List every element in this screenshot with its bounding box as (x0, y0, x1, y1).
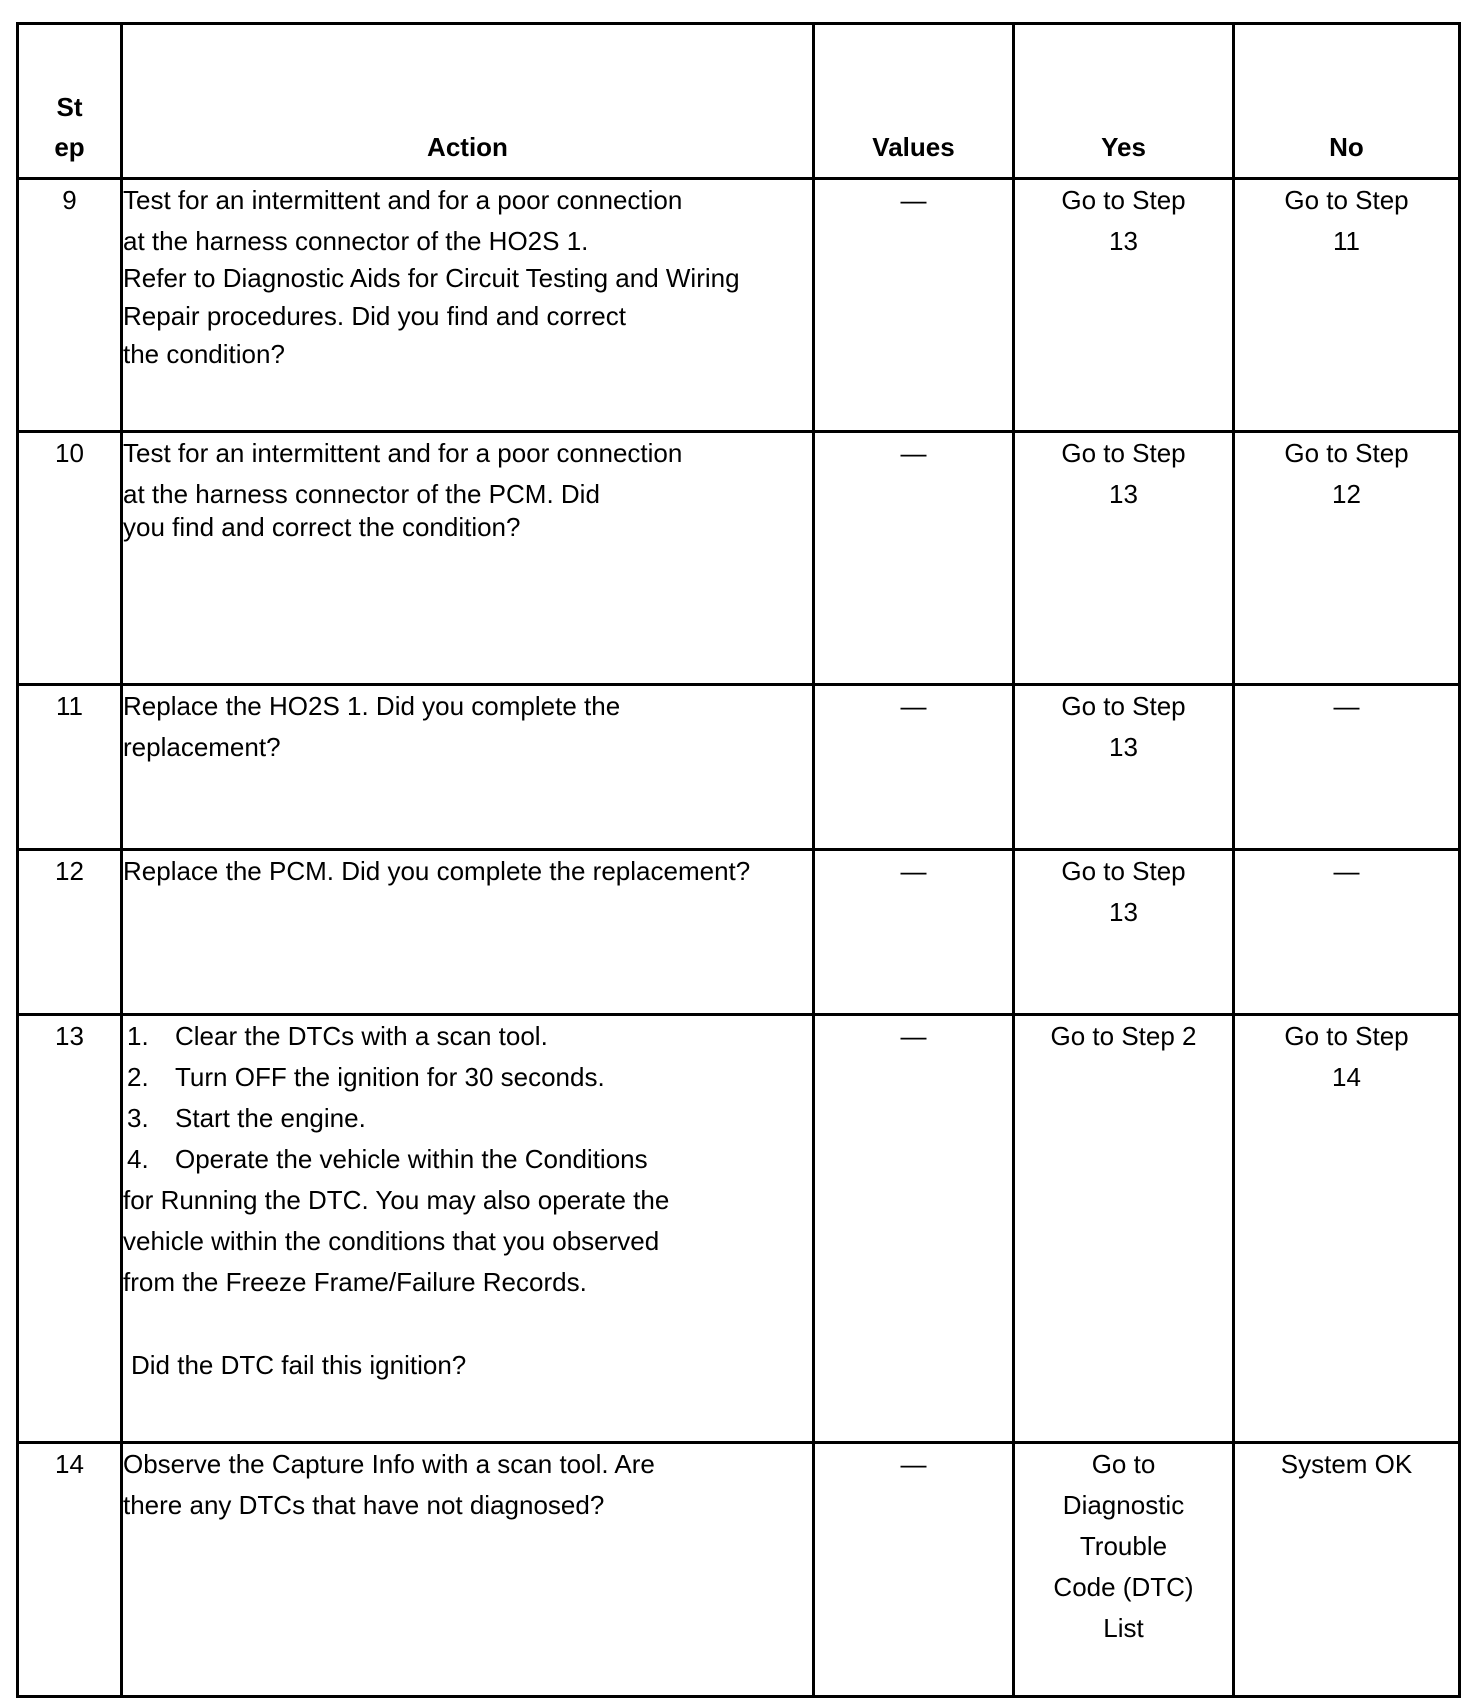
action-line: Repair procedures. Did you find and correct (123, 301, 626, 331)
list-number: 1. (127, 1021, 149, 1051)
action-line: replacement? (123, 732, 281, 762)
step-number: 14 (18, 1443, 122, 1697)
action-cell (122, 432, 814, 685)
action-line: Test for an intermittent and for a poor connection (123, 438, 683, 468)
header-step (18, 24, 122, 179)
yes-cell (1014, 1015, 1234, 1443)
list-text: Start the engine. (175, 1103, 366, 1133)
header-action: Action (122, 24, 814, 179)
yes-line: 13 (1109, 226, 1138, 256)
header-values: Values (814, 24, 1014, 179)
action-line: the condition? (123, 339, 285, 369)
list-text: Turn OFF the ignition for 30 seconds. (175, 1062, 605, 1092)
no-line: System OK (1280, 1449, 1413, 1479)
header-no: No (1234, 24, 1460, 179)
header-step-line2: ep (54, 132, 85, 162)
list-text: Clear the DTCs with a scan tool. (175, 1021, 548, 1051)
list-number: 2. (127, 1062, 149, 1092)
step-number: 12 (18, 850, 122, 1015)
no-line: Go to Step (1284, 438, 1409, 468)
table-row (18, 1443, 1460, 1697)
action-line: Test for an intermittent and for a poor connection (123, 185, 683, 215)
values-cell: — (814, 1443, 1014, 1697)
no-line: Go to Step (1284, 185, 1409, 215)
yes-line: Code (DTC) (1053, 1572, 1194, 1602)
no-line: — (1333, 691, 1360, 721)
yes-line: Diagnostic (1062, 1490, 1185, 1520)
action-cell (122, 179, 814, 432)
diagnostic-table (16, 22, 1461, 1698)
action-line: you find and correct the condition? (123, 512, 521, 542)
no-cell (1234, 850, 1460, 1015)
no-cell (1234, 432, 1460, 685)
action-cell (122, 850, 814, 1015)
yes-cell (1014, 1443, 1234, 1697)
no-line: 14 (1332, 1062, 1361, 1092)
yes-line: 13 (1109, 479, 1138, 509)
action-cell (122, 685, 814, 850)
action-line: Replace the PCM. Did you complete the replacement? (123, 856, 751, 886)
yes-cell (1014, 432, 1234, 685)
yes-line: Trouble (1079, 1531, 1168, 1561)
yes-cell (1014, 179, 1234, 432)
yes-line: Go to (1091, 1449, 1156, 1479)
yes-line: Go to Step (1061, 691, 1186, 721)
yes-line: Go to Step (1061, 185, 1186, 215)
yes-line: 13 (1109, 732, 1138, 762)
action-line: Replace the HO2S 1. Did you complete the (123, 691, 621, 721)
values-cell: — (814, 432, 1014, 685)
values-cell: — (814, 1015, 1014, 1443)
step-number: 11 (18, 685, 122, 850)
yes-cell (1014, 685, 1234, 850)
table-row (18, 1015, 1460, 1443)
action-line: at the harness connector of the PCM. Did (123, 479, 600, 509)
table-row (18, 685, 1460, 850)
no-line: 11 (1333, 226, 1360, 256)
yes-cell (1014, 850, 1234, 1015)
action-question: Did the DTC fail this ignition? (131, 1350, 467, 1380)
list-number: 3. (127, 1103, 149, 1133)
header-step-line1: St (56, 92, 83, 122)
action-line: vehicle within the conditions that you observed (123, 1226, 660, 1256)
list-item (123, 1098, 812, 1139)
yes-line: Go to Step (1061, 438, 1186, 468)
step-number: 13 (18, 1015, 122, 1443)
no-cell (1234, 179, 1460, 432)
action-line: there any DTCs that have not diagnosed? (123, 1490, 605, 1520)
header-yes: Yes (1014, 24, 1234, 179)
yes-line: 13 (1109, 897, 1138, 927)
no-cell (1234, 685, 1460, 850)
numbered-steps (123, 1016, 812, 1180)
action-cell (122, 1443, 814, 1697)
table-row (18, 850, 1460, 1015)
action-line: at the harness connector of the HO2S 1. (123, 226, 589, 256)
no-line: 12 (1332, 479, 1361, 509)
yes-line: List (1103, 1613, 1144, 1643)
list-text: Operate the vehicle within the Conditions (175, 1144, 648, 1174)
table-row (18, 179, 1460, 432)
list-item (123, 1139, 812, 1180)
step-number: 10 (18, 432, 122, 685)
action-line: Refer to Diagnostic Aids for Circuit Testing and Wiring (123, 263, 740, 293)
step-number: 9 (18, 179, 122, 432)
action-line: Observe the Capture Info with a scan tool. Are (123, 1449, 655, 1479)
no-cell (1234, 1443, 1460, 1697)
values-cell: — (814, 179, 1014, 432)
action-cell (122, 1015, 814, 1443)
list-item (123, 1057, 812, 1098)
list-item (123, 1016, 812, 1057)
table-row (18, 432, 1460, 685)
yes-line: Go to Step 2 (1050, 1021, 1197, 1051)
no-line: Go to Step (1284, 1021, 1409, 1051)
yes-line: Go to Step (1061, 856, 1186, 886)
no-cell (1234, 1015, 1460, 1443)
values-cell: — (814, 850, 1014, 1015)
action-line: for Running the DTC. You may also operate the (123, 1185, 670, 1215)
list-number: 4. (127, 1144, 149, 1174)
values-cell: — (814, 685, 1014, 850)
table-header-row (18, 24, 1460, 179)
action-line: from the Freeze Frame/Failure Records. (123, 1267, 587, 1297)
no-line: — (1333, 856, 1360, 886)
